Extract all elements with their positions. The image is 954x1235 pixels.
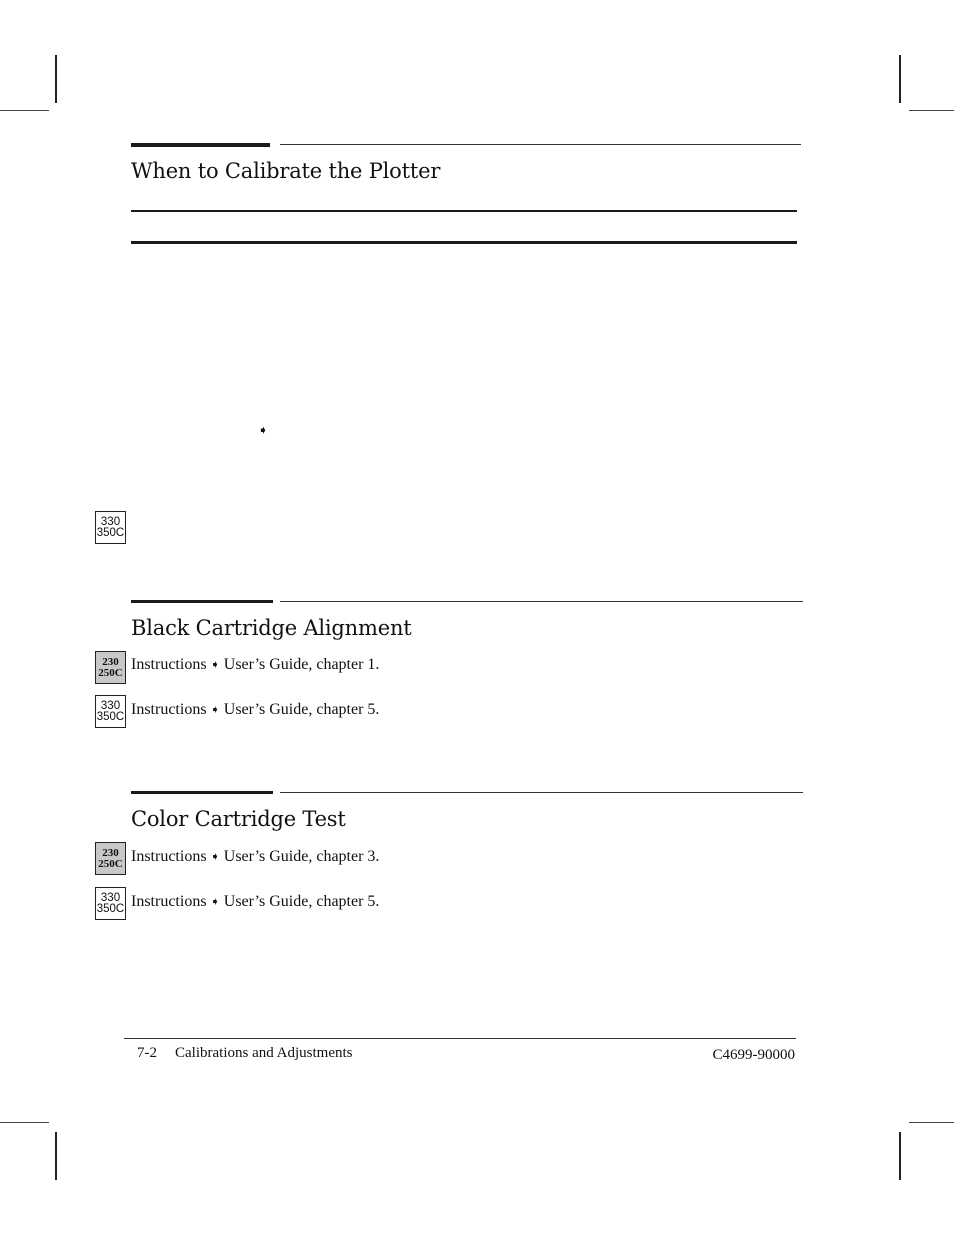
footer-page-info [137, 1045, 353, 1062]
crop-mark-bottom-left-vertical [55, 1132, 57, 1180]
badge-model-line1: 230 [102, 655, 119, 668]
badge-model-line1: 230 [102, 846, 119, 859]
model-badge-230-250c [95, 651, 126, 684]
instruction-reference: User’s Guide, chapter 3. [223, 848, 380, 865]
crop-mark-bottom-left-horizontal [0, 1122, 49, 1123]
badge-model-line2: 250C [98, 857, 123, 870]
arrow-icon: ➧ [210, 896, 220, 908]
section-heading-black-cartridge: Black Cartridge Alignment [131, 616, 412, 640]
section-rule-thin [280, 601, 803, 602]
instruction-reference: User’s Guide, chapter 1. [223, 656, 380, 673]
badge-model-line2: 350C [96, 902, 125, 915]
arrow-icon: ➧ [258, 423, 269, 437]
crop-mark-bottom-right-horizontal [909, 1122, 954, 1123]
badge-model-line2: 250C [98, 666, 123, 679]
instruction-reference: User’s Guide, chapter 5. [223, 701, 380, 718]
section-rule-thick [131, 791, 273, 794]
instruction-label: Instructions [131, 893, 207, 910]
crop-mark-top-right-vertical [899, 55, 901, 103]
page-title: When to Calibrate the Plotter [131, 159, 441, 183]
footer-rule [124, 1038, 796, 1039]
part-number: C4699-90000 [712, 1047, 795, 1063]
section-rule-thin [280, 792, 803, 793]
chapter-title: Calibrations and Adjustments [175, 1045, 353, 1061]
badge-model-line1: 330 [100, 891, 121, 904]
model-badge-330-350c [95, 887, 126, 920]
instruction-line [131, 893, 379, 911]
crop-mark-top-left-horizontal [0, 110, 49, 111]
heading-rule-thin [280, 144, 801, 145]
arrow-icon: ➧ [210, 704, 220, 716]
instruction-label: Instructions [131, 848, 207, 865]
instruction-label: Instructions [131, 656, 207, 673]
table-bottom-rule [131, 241, 797, 244]
badge-model-line2: 350C [96, 526, 125, 539]
instruction-line [131, 848, 379, 866]
section-heading-color-cartridge: Color Cartridge Test [131, 807, 346, 831]
model-badge-330-350c [95, 511, 126, 544]
table-top-rule [131, 210, 797, 212]
badge-model-line2: 350C [96, 710, 125, 723]
instruction-line [131, 701, 379, 719]
heading-rule-thick [131, 143, 270, 147]
model-badge-330-350c [95, 695, 126, 728]
section-rule-thick [131, 600, 273, 603]
crop-mark-top-left-vertical [55, 55, 57, 103]
instruction-reference: User’s Guide, chapter 5. [223, 893, 380, 910]
arrow-icon: ➧ [210, 851, 220, 863]
page-number: 7-2 [137, 1045, 157, 1061]
badge-model-line1: 330 [100, 699, 121, 712]
crop-mark-bottom-right-vertical [899, 1132, 901, 1180]
arrow-icon: ➧ [210, 659, 220, 671]
instruction-line [131, 656, 379, 674]
instruction-label: Instructions [131, 701, 207, 718]
crop-mark-top-right-horizontal [909, 110, 954, 111]
model-badge-230-250c [95, 842, 126, 875]
badge-model-line1: 330 [100, 515, 121, 528]
